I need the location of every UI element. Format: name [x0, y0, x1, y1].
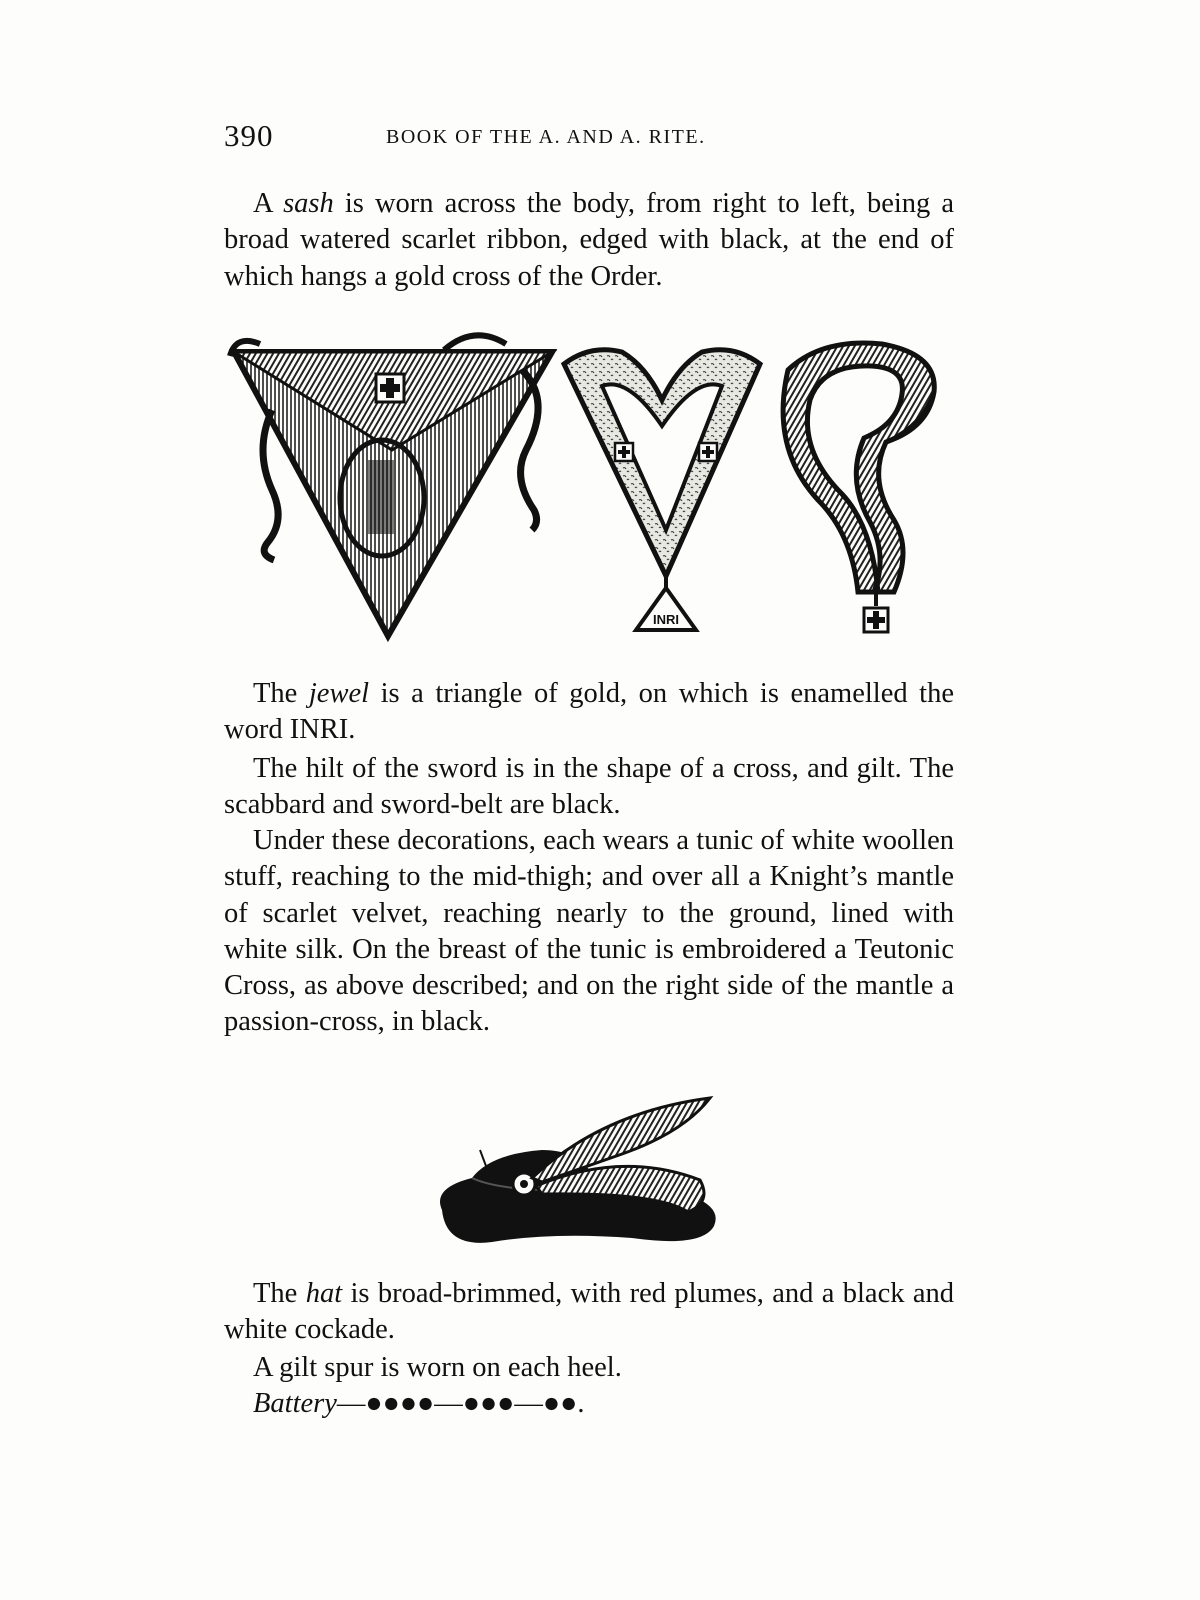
- sash-emphasis: sash: [283, 188, 334, 219]
- paragraph-spur: A gilt spur is worn on each heel.: [253, 1352, 622, 1383]
- paragraph-tunic: Under these decorations, each wears a tunic of white woollen stuff, reaching to the mid-thigh; and over all a Knight’s mantle of scarlet velvet, reaching nearly to the ground, lined with white silk. On the breast of the tunic is embroidered a Teutonic Cross, as above described; and on the right side of the mantle a passion-cross, in black.: [224, 825, 954, 1038]
- page-header: [224, 118, 954, 158]
- battery-label: Battery: [253, 1388, 337, 1419]
- hat-text-pre: The: [253, 1278, 306, 1309]
- jewel-emphasis: jewel: [308, 678, 370, 709]
- regalia-illustration: [222, 330, 952, 650]
- page-number: 390: [224, 118, 274, 153]
- jewel-text-pre: The: [253, 678, 309, 709]
- battery-knocks: —●●●●—●●●—●●.: [336, 1388, 585, 1419]
- jewel-inscription: INRI: [653, 612, 679, 627]
- paragraph-hat: [224, 1276, 954, 1349]
- paragraph-sword: The hilt of the sword is in the shape of a cross, and gilt. The scabbard and sword-belt are black.: [224, 753, 954, 821]
- hat-text-post: is broad-brimmed, with red plumes, and a black and white cockade.: [224, 1278, 955, 1346]
- sash-text-post: is worn across the body, from right to left, being a broad watered scarlet ribbon, edged with black, at the end of which hangs a gold cross of the Order.: [224, 188, 954, 292]
- running-head: BOOK OF THE A. AND A. RITE.: [386, 126, 706, 148]
- paragraph-sash: [224, 186, 954, 295]
- apron-drawing: [230, 335, 552, 636]
- sash-text-pre: A: [253, 188, 284, 219]
- paragraph-battery: [224, 1386, 954, 1422]
- jewel-text-post: is a triangle of gold, on which is enamelled the word INRI.: [224, 678, 954, 746]
- hat-illustration: [432, 1092, 732, 1260]
- hat-drawing: [440, 1098, 716, 1243]
- hat-emphasis: hat: [305, 1278, 343, 1309]
- paragraph-jewel: [224, 676, 954, 749]
- sash-ribbon-drawing: [783, 343, 934, 632]
- collar-drawing: [564, 350, 760, 630]
